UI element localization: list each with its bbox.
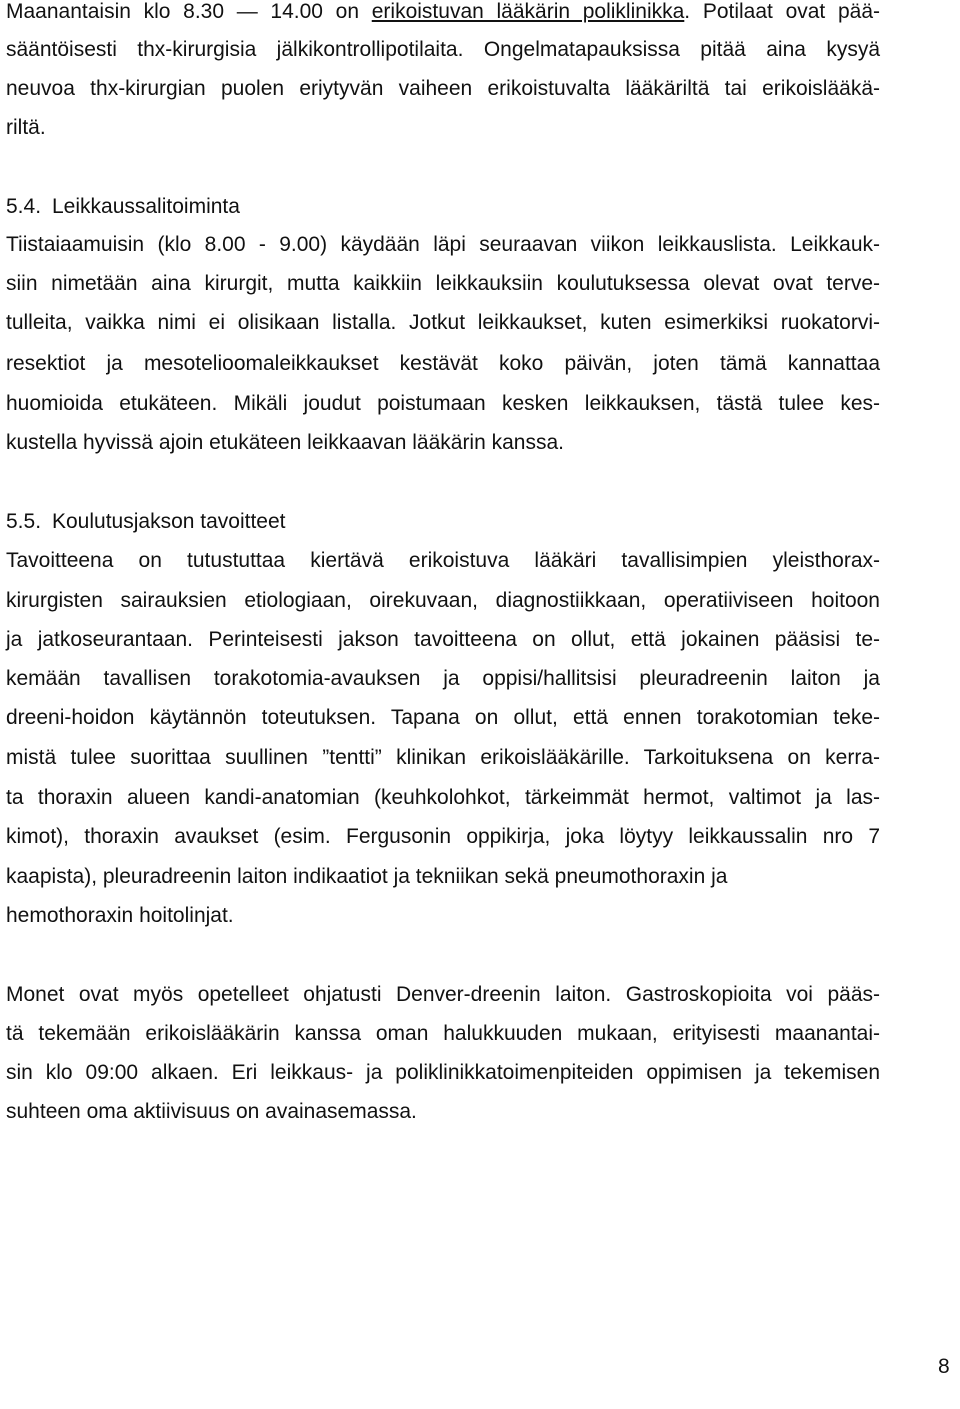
intro-line-3: neuvoa thx-kirurgian puolen eriytyvän vaiheen erikoistuvalta lääkäriltä tai erikoislääkä- [6,77,880,100]
section-5-5-line-3: ja jatkoseurantaan. Perinteisesti jakson tavoitteena on ollut, että jokainen pääsisi te- [6,628,880,651]
intro-line-1 [6,0,880,25]
section-5-4-line-5: huomioida etukäteen. Mikäli joudut poistumaan kesken leikkauksen, tästä tulee kes- [6,392,880,415]
section-number: 5.4. [6,195,42,218]
section-heading-5-5 [6,509,285,535]
section-5-5-line-2: kirurgisten sairauksien etiologiaan, oirekuvaan, diagnostiikkaan, operatiiviseen hoitoon [6,589,880,612]
section-5-5-line-1: Tavoitteena on tutustuttaa kiertävä erikoistuva lääkäri tavallisimpien yleisthorax- [6,549,880,572]
section-5-4-line-6: kustella hyvissä ajoin etukäteen leikkaavan lääkärin kanssa. [6,431,564,454]
paragraph-2-line-2: tä tekemään erikoislääkärin kanssa oman halukkuuden mukaan, erityisesti maanantai- [6,1022,880,1045]
intro-text: . Potilaat ovat pää- [684,0,881,23]
section-5-4-line-1: Tiistaiaamuisin (klo 8.00 - 9.00) käydään läpi seuraavan viikon leikkauslista. Leikkauk- [6,233,880,256]
section-5-4-line-3: tulleita, vaikka nimi ei olisikaan listalla. Jotkut leikkaukset, kuten esimerkiksi ruokatorvi- [6,311,880,334]
section-5-5-line-10: hemothoraxin hoitolinjat. [6,904,234,927]
section-number: 5.5. [6,510,42,533]
page-number: 8 [938,1355,950,1378]
section-5-4-line-4: resektiot ja mesotelioomaleikkaukset kestävät koko päivän, joten tämä kannattaa [6,352,880,375]
intro-text: Maanantaisin klo 8.30 — 14.00 on [6,0,372,23]
section-title: Koulutusjakson tavoitteet [52,510,286,533]
section-5-5-line-6: mistä tulee suorittaa suullinen ”tentti” klinikan erikoislääkärille. Tarkoituksena on kerra- [6,746,880,769]
section-heading-5-4 [6,194,240,220]
section-5-5-line-9: kaapista), pleuradreenin laiton indikaatiot ja tekniikan sekä pneumothoraxin ja [6,865,728,888]
paragraph-2-line-4: suhteen oma aktiivisuus on avainasemassa. [6,1100,417,1123]
section-5-5-line-8: kimot), thoraxin avaukset (esim. Fergusonin oppikirja, joka löytyy leikkaussalin nro 7 [6,825,880,848]
section-5-5-line-5: dreeni-hoidon käytännön toteutuksen. Tapana on ollut, että ennen torakotomian teke- [6,706,880,729]
intro-line-2: sääntöisesti thx-kirurgisia jälkikontrollipotilaita. Ongelmatapauksissa pitää aina kysyä [6,38,880,61]
intro-line-4: riltä. [6,116,46,139]
section-title: Leikkaussalitoiminta [52,195,240,218]
section-5-5-line-4: kemään tavallisen torakotomia-avauksen ja oppisi/hallitsisi pleuradreenin laiton ja [6,667,880,690]
section-5-5-line-7: ta thoraxin alueen kandi-anatomian (keuhkolohkot, tärkeimmät hermot, valtimot ja las- [6,786,880,809]
paragraph-2-line-1: Monet ovat myös opetelleet ohjatusti Denver-dreenin laiton. Gastroskopioita voi pääs- [6,983,880,1006]
poliklinikka-link[interactable]: erikoistuvan lääkärin poliklinikka [371,0,685,23]
paragraph-2-line-3: sin klo 09:00 alkaen. Eri leikkaus- ja poliklinikkatoimenpiteiden oppimisen ja tekemisen [6,1061,880,1084]
section-5-4-line-2: siin nimetään aina kirurgit, mutta kaikkiin leikkauksiin koulutuksessa olevat ovat terve- [6,272,880,295]
